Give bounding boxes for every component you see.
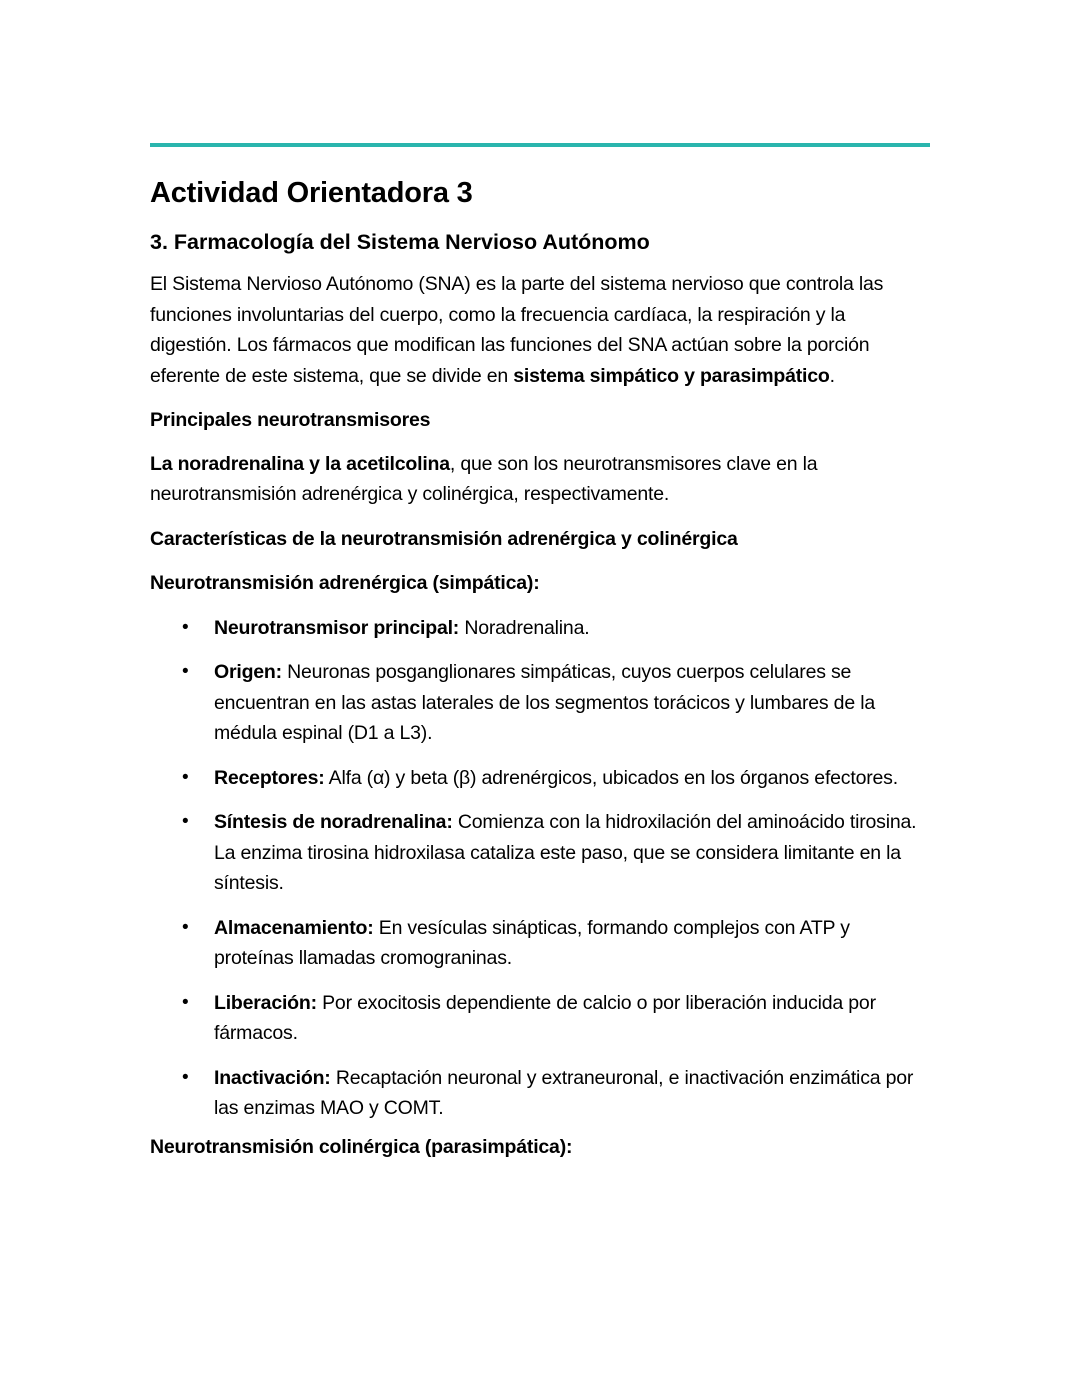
bullet-icon: • (182, 1066, 189, 1088)
list-item (182, 913, 930, 974)
intro-end: . (829, 364, 835, 387)
list-item (182, 988, 930, 1049)
bullet-icon: • (182, 661, 189, 682)
neurotransmitters-paragraph (150, 449, 930, 510)
list-item (182, 1063, 930, 1124)
item-label: Receptores: (214, 766, 325, 789)
cholinergic-heading: Neurotransmisión colinérgica (parasimpática): (150, 1135, 573, 1158)
bullet-icon: • (182, 991, 189, 1013)
item-text: Alfa (α) y beta (β) adrenérgicos, ubicados en los órganos efectores. (324, 766, 898, 789)
intro-bold: sistema simpático y parasimpático (513, 364, 830, 387)
intro-text: El Sistema Nervioso Autónomo (SNA) es la parte del sistema nervioso que controla las funciones involuntarias del cuerpo, como la frecuencia cardíaca, la respiración y la digestión. Los fármacos que modifican las funciones del SNA actúan sobre la porción eferente de este sistema, que se divide en (150, 273, 884, 387)
item-label: Almacenamiento: (214, 916, 374, 939)
adrenergic-list (150, 613, 930, 1124)
section-title: 3. Farmacología del Sistema Nervioso Autónomo (150, 230, 650, 254)
item-text: Por exocitosis dependiente de calcio o por liberación inducida por fármacos. (214, 991, 876, 1044)
item-label: Síntesis de noradrenalina: (214, 811, 453, 833)
top-divider (150, 143, 930, 147)
item-label: Neurotransmisor principal: (214, 616, 460, 639)
intro-paragraph (150, 269, 930, 391)
characteristics-heading: Características de la neurotransmisión adrenérgica y colinérgica (150, 527, 738, 550)
document-page (150, 143, 930, 1162)
neurotransmitters-text: , que son los neurotransmisores clave en la neurotransmisión adrenérgica y colinérgica, respectivamente. (150, 452, 818, 505)
bullet-icon: • (182, 916, 189, 938)
item-label: Origen: (214, 661, 282, 683)
item-text: Comienza con la hidroxilación del aminoácido tirosina. La enzima tirosina hidroxilasa cataliza este paso, que se considera limitante en la síntesis. (214, 811, 917, 894)
adrenergic-heading: Neurotransmisión adrenérgica (simpática): (150, 572, 540, 594)
item-text: En vesículas sinápticas, formando complejos con ATP y proteínas llamadas cromograninas. (214, 916, 850, 969)
document-title: Actividad Orientadora 3 (150, 177, 473, 209)
neurotransmitters-bold: La noradrenalina y la acetilcolina (150, 452, 450, 475)
item-text: Neuronas posganglionares simpáticas, cuyos cuerpos celulares se encuentran en las astas laterales de los segmentos torácicos y lumbares de la médula espinal (D1 a L3). (214, 661, 875, 744)
item-label: Inactivación: (214, 1066, 331, 1089)
list-item (182, 613, 930, 644)
list-item (182, 763, 930, 794)
item-text: Noradrenalina. (459, 616, 590, 639)
list-item (182, 807, 930, 899)
list-item (182, 657, 930, 749)
bullet-icon: • (182, 766, 189, 788)
neurotransmitters-heading: Principales neurotransmisores (150, 409, 431, 431)
item-text: Recaptación neuronal y extraneuronal, e inactivación enzimática por las enzimas MAO y COMT. (214, 1066, 914, 1119)
bullet-icon: • (182, 811, 189, 832)
bullet-icon: • (182, 616, 189, 638)
item-label: Liberación: (214, 991, 317, 1014)
